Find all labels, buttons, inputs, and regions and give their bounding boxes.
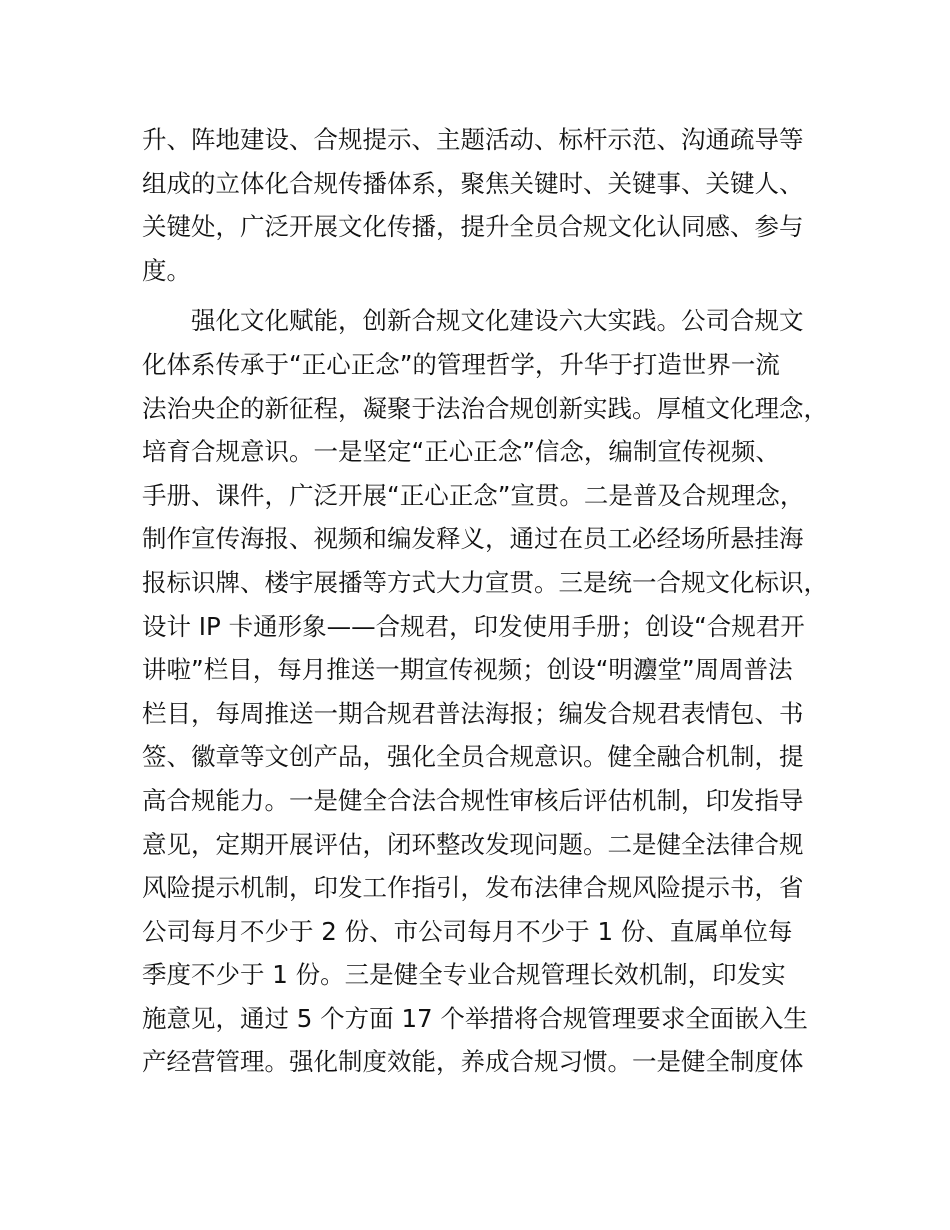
text-line: 设计 IP 卡通形象——合规君，印发使用手册；创设“合规君开: [142, 611, 805, 641]
text-line: 关键处，广泛开展文化传播，提升全员合规文化认同感、参与: [142, 212, 804, 242]
document-body: [142, 118, 842, 1084]
text-line: 季度不少于 1 份。三是健全专业合规管理长效机制，印发实: [142, 960, 786, 990]
text-line: 栏目，每周推送一期合规君普法海报；编发合规君表情包、书: [142, 698, 804, 728]
text-line: 度。: [142, 255, 191, 285]
paragraph-1: [142, 118, 842, 292]
text-line: 意见，定期开展评估，闭环整改发现问题。二是健全法律合规: [142, 829, 804, 859]
text-line: 施意见，通过 5 个方面 17 个举措将合规管理要求全面嵌入生: [142, 1003, 808, 1033]
paragraph-spacer: [142, 292, 842, 299]
text-line: 组成的立体化合规传播体系，聚焦关键时、关键事、关键人、: [142, 168, 804, 198]
paragraph-2: [142, 299, 842, 1084]
text-line: 法治央企的新征程，凝聚于法治合规创新实践。厚植文化理念，: [142, 393, 828, 423]
text-line: 公司每月不少于 2 份、市公司每月不少于 1 份、直属单位每: [142, 916, 793, 946]
text-line: 报标识牌、楼宇展播等方式大力宣贯。三是统一合规文化标识，: [142, 567, 828, 597]
text-line: 培育合规意识。一是坚定“正心正念”信念，编制宣传视频、: [142, 437, 780, 467]
text-line: 讲啦”栏目，每月推送一期宣传视频；创设“明灋堂”周周普法: [142, 655, 793, 685]
text-line: 风险提示机制，印发工作指引，发布法律合规风险提示书，省: [142, 873, 804, 903]
text-line-first: 强化文化赋能，创新合规文化建设六大实践。公司合规文: [191, 306, 804, 336]
text-line: 产经营管理。强化制度效能，养成合规习惯。一是健全制度体: [142, 1047, 804, 1077]
text-line: 化体系传承于“正心正念”的管理哲学，升华于打造世界一流: [142, 349, 780, 379]
text-line: 升、阵地建设、合规提示、主题活动、标杆示范、沟通疏导等: [142, 125, 804, 154]
text-line: 高合规能力。一是健全合法合规性审核后评估机制，印发指导: [142, 785, 804, 815]
text-line: 制作宣传海报、视频和编发释义，通过在员工必经场所悬挂海: [142, 524, 804, 554]
text-line: 签、徽章等文创产品，强化全员合规意识。健全融合机制，提: [142, 742, 804, 772]
text-line: 手册、课件，广泛开展“正心正念”宣贯。二是普及合规理念，: [142, 480, 805, 510]
